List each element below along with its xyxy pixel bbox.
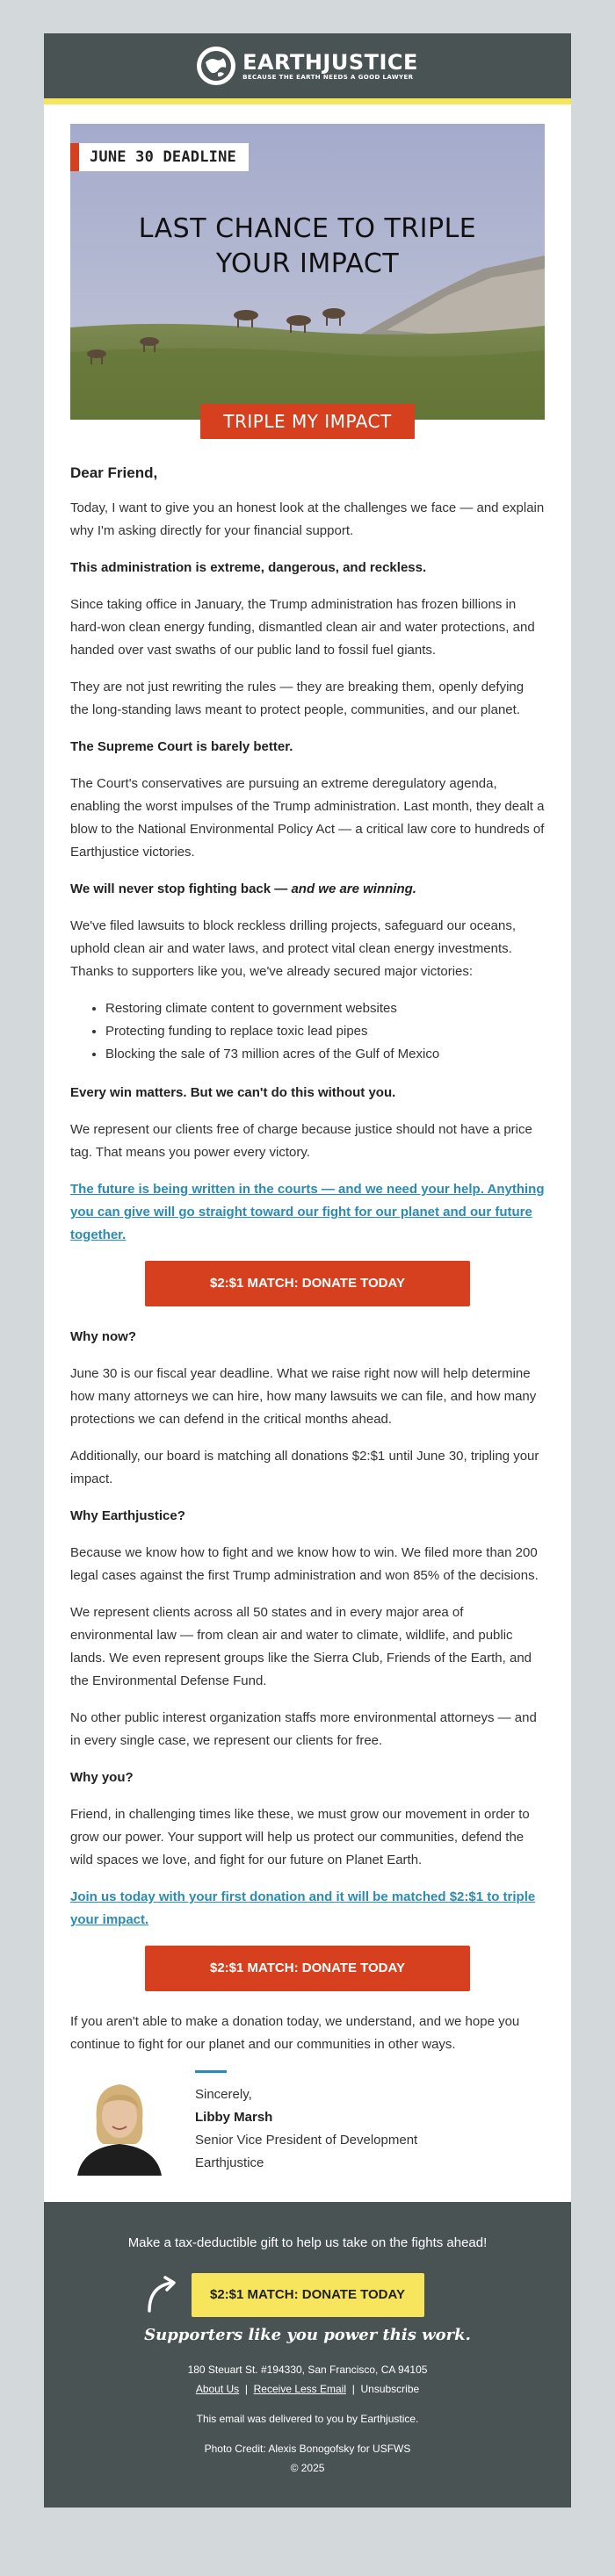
list-item: • Blocking the sale of 73 million acres of the Gulf of Mexico <box>105 1043 545 1066</box>
unsubscribe-link[interactable]: Unsubscribe <box>360 2383 420 2395</box>
list-item: • Restoring climate content to government websites <box>105 997 545 1020</box>
paragraph: No other public interest organization staffs more environmental attorneys — and in every single case, we represent our clients for free. <box>70 1710 537 1748</box>
join-us-text-link[interactable]: Join us today with your first donation and it will be matched $2:$1 to triple your impact. <box>70 1889 536 1927</box>
donate-text-link[interactable]: The future is being written in the courts — and we need your help. Anything you can give will go straight toward our fight for our planet and our future together. <box>70 1182 545 1242</box>
greeting: Dear Friend, <box>70 464 158 481</box>
victories-list <box>70 997 545 1066</box>
signer-name: Libby Marsh <box>195 2110 273 2125</box>
email-header <box>44 33 571 104</box>
section-heading: Why Earthjustice? <box>70 1508 185 1523</box>
list-item: • Protecting funding to replace toxic lead pipes <box>105 1020 545 1043</box>
hero-image[interactable] <box>70 124 545 420</box>
footer-delivered-note: This email was delivered to you by Earthjustice. <box>196 2413 419 2425</box>
email-body <box>44 439 571 2056</box>
globe-icon <box>197 47 235 85</box>
link-separator: | <box>351 2383 355 2395</box>
donate-today-button-2[interactable]: $2:$1 MATCH: DONATE TODAY <box>145 1946 470 1991</box>
signature-closing: Sincerely, <box>195 2087 252 2102</box>
hero-section <box>44 104 571 439</box>
paragraph: Today, I want to give you an honest look at the challenges we face — and explain why I'm asking directly for your financial support. <box>70 500 545 538</box>
paragraph: Friend, in challenging times like these, we must grow our movement in order to grow our power. Your support will help us protect our communities, defend the wild spaces we love, and fight for our future on Planet Earth. <box>70 1807 530 1867</box>
hero-title-line-1: LAST CHANCE TO TRIPLE <box>138 213 477 244</box>
photo-credit: Photo Credit: Alexis Bonogofsky for USFWS <box>204 2443 411 2455</box>
footer-address: 180 Steuart St. #194330, San Francisco, CA 94105 <box>187 2364 428 2376</box>
curved-arrow-icon <box>144 2274 179 2317</box>
footer-links <box>70 2379 545 2399</box>
section-heading: This administration is extreme, dangerous, and reckless. <box>70 560 427 575</box>
footer-donate-button[interactable]: $2:$1 MATCH: DONATE TODAY <box>192 2273 424 2317</box>
heading-emphasis: and we are winning. <box>291 881 416 896</box>
paragraph: Since taking office in January, the Trump administration has frozen billions in hard-won clean energy funding, dismantled clean air and water protections, and handed over vast swaths of our public land to fossil fuel giants. <box>70 597 535 658</box>
hero-title-line-2: YOUR IMPACT <box>215 248 400 279</box>
logo-tagline: BECAUSE THE EARTH NEEDS A GOOD LAWYER <box>242 74 414 81</box>
email-footer <box>44 2202 571 2508</box>
donate-today-button[interactable]: $2:$1 MATCH: DONATE TODAY <box>145 1261 470 1306</box>
paragraph: Because we know how to fight and we know how to win. We filed more than 200 legal cases against the first Trump administration and won 85% of the decisions. <box>70 1545 539 1583</box>
paragraph: We've filed lawsuits to block reckless drilling projects, safeguard our oceans, uphold clean air and water laws, and protect vital clean energy investments. Thanks to supporters like you, we've already secured major victories: <box>70 918 516 979</box>
paragraph: June 30 is our fiscal year deadline. What we raise right now will help determine how many attorneys we can hire, how many lawsuits we can file, and how many protections we can defend in the critical months ahead. <box>70 1366 537 1427</box>
paragraph: Additionally, our board is matching all donations $2:$1 until June 30, tripling your impact. <box>70 1449 539 1486</box>
hero-title <box>70 212 545 282</box>
about-us-link[interactable]: About Us <box>195 2383 240 2395</box>
receive-less-email-link[interactable]: Receive Less Email <box>253 2383 347 2395</box>
email-container <box>44 33 571 2508</box>
signature-divider <box>195 2070 227 2073</box>
paragraph: We represent our clients free of charge because justice should not have a price tag. That means you power every victory. <box>70 1122 532 1160</box>
footer-tagline: Supporters like you power this work. <box>144 2326 471 2344</box>
signer-title: Senior Vice President of Development <box>195 2133 418 2148</box>
section-heading <box>70 878 545 901</box>
copyright: © 2025 <box>290 2462 325 2474</box>
section-heading: Why you? <box>70 1770 134 1785</box>
logo-name: EARTHJUSTICE <box>242 50 418 75</box>
earthjustice-logo[interactable] <box>197 47 418 85</box>
signer-org: Earthjustice <box>195 2155 264 2170</box>
signer-photo <box>70 2070 169 2176</box>
paragraph: If you aren't able to make a donation today, we understand, and we hope you continue to fight for our planet and our communities in other ways. <box>70 2014 520 2052</box>
section-heading: Every win matters. But we can't do this without you. <box>70 1085 396 1100</box>
paragraph: We represent clients across all 50 states and in every major area of environmental law — from clean air and water to climate, wildlife, and public lands. We even represent groups like the Sierra Club, Friends of the Earth, and the Environmental Defense Fund. <box>70 1605 532 1688</box>
triple-my-impact-button[interactable]: TRIPLE MY IMPACT <box>200 404 415 439</box>
deadline-badge: JUNE 30 DEADLINE <box>70 143 249 171</box>
footer-lead: Make a tax-deductible gift to help us take on the fights ahead! <box>127 2235 488 2250</box>
section-heading: The Supreme Court is barely better. <box>70 739 293 754</box>
paragraph: The Court's conservatives are pursuing an extreme deregulatory agenda, enabling the worst impulses of the Trump administration. Last month, they dealt a blow to the National Environmental Policy Act — a critical law core to hundreds of Earthjustice victories. <box>70 776 545 860</box>
section-heading: Why now? <box>70 1329 136 1344</box>
link-separator: | <box>244 2383 248 2395</box>
heading-main: We will never stop fighting back — <box>70 881 292 896</box>
paragraph: They are not just rewriting the rules — they are breaking them, openly defying the long-standing laws meant to protect people, communities, and our planet. <box>70 680 525 717</box>
signature-block <box>44 2070 571 2202</box>
